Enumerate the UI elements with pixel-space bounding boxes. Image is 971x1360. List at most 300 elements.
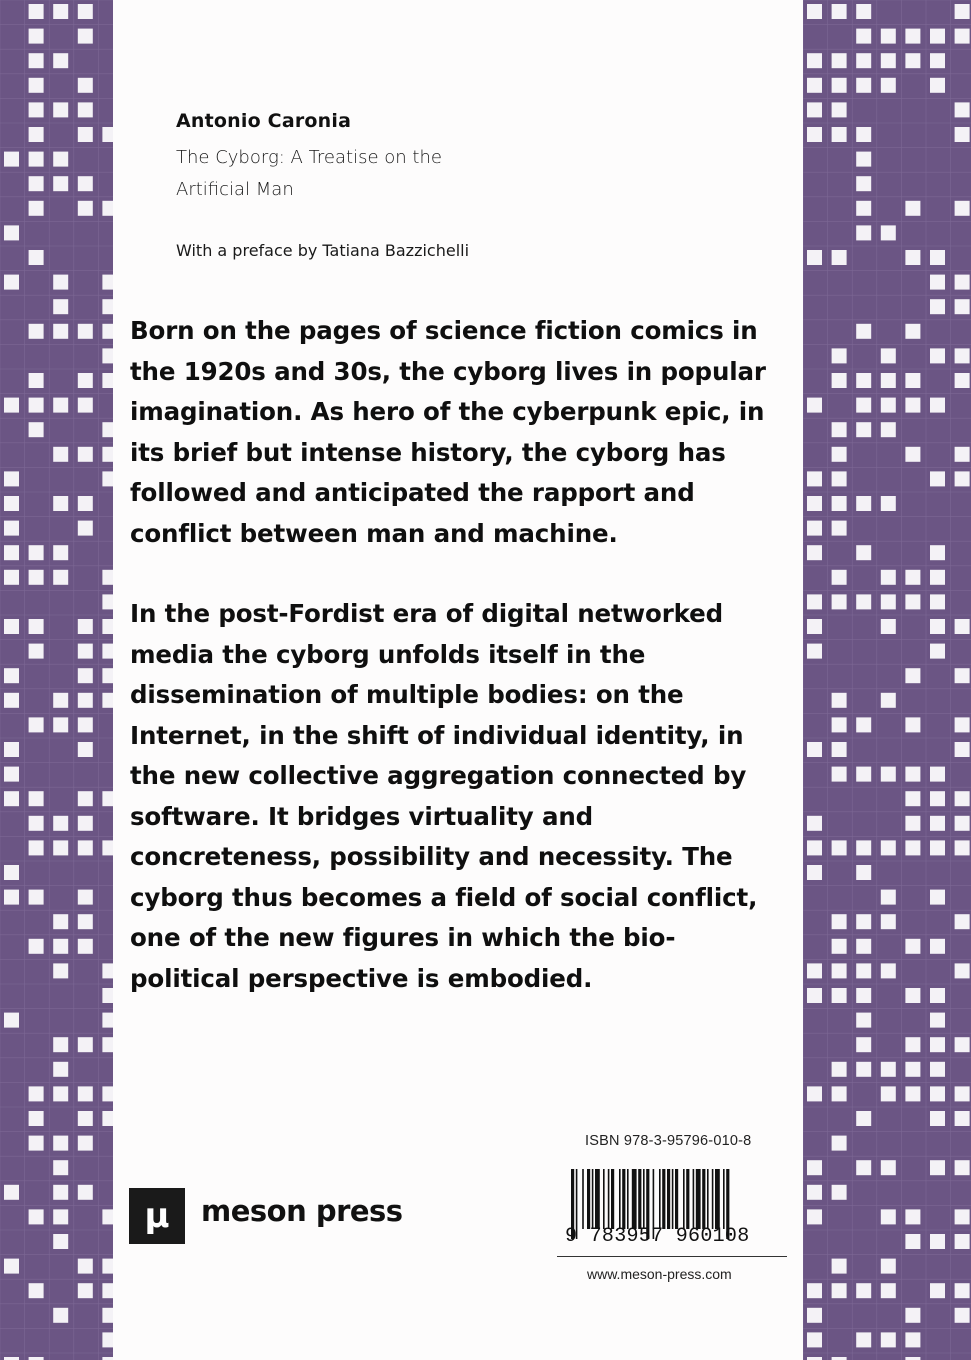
barcode-bar	[723, 1169, 725, 1229]
pattern-square	[955, 373, 970, 388]
pattern-square	[905, 53, 920, 68]
pattern-square	[930, 78, 945, 93]
pattern-square	[832, 471, 847, 486]
pattern-square	[102, 963, 113, 978]
pattern-square	[955, 299, 970, 314]
pattern-square	[29, 4, 44, 19]
pattern-square	[78, 791, 93, 806]
pattern-square	[832, 1259, 847, 1274]
pattern-square	[856, 127, 871, 142]
pattern-square	[29, 201, 44, 216]
pattern-square	[102, 348, 113, 363]
pattern-square	[881, 890, 896, 905]
pattern-square	[102, 1111, 113, 1126]
pattern-square	[102, 840, 113, 855]
pattern-square	[832, 127, 847, 142]
pattern-square	[955, 840, 970, 855]
pattern-square	[856, 963, 871, 978]
pattern-square	[807, 644, 822, 659]
pattern-square	[832, 496, 847, 511]
pattern-square	[807, 471, 822, 486]
pattern-square	[78, 4, 93, 19]
pattern-square	[29, 250, 44, 265]
pattern-square	[53, 939, 68, 954]
pattern-square	[53, 717, 68, 732]
pattern-square	[905, 668, 920, 683]
pattern-square	[53, 1136, 68, 1151]
pattern-square	[881, 373, 896, 388]
pattern-square	[905, 988, 920, 1003]
pattern-square	[78, 1037, 93, 1052]
barcode-bar	[627, 1169, 629, 1229]
pattern-square	[832, 521, 847, 536]
pattern-square	[832, 594, 847, 609]
pattern-square	[905, 791, 920, 806]
pattern-square	[955, 471, 970, 486]
pattern-square	[102, 471, 113, 486]
pattern-square	[930, 1062, 945, 1077]
pattern-square	[930, 53, 945, 68]
pattern-square	[856, 594, 871, 609]
pattern-square	[856, 201, 871, 216]
back-cover-page	[113, 0, 803, 1360]
pattern-square	[29, 176, 44, 191]
pattern-square	[102, 668, 113, 683]
pattern-square	[53, 963, 68, 978]
pattern-square	[955, 127, 970, 142]
pattern-square	[930, 1037, 945, 1052]
pattern-square	[29, 373, 44, 388]
pattern-square	[881, 348, 896, 363]
pattern-square	[78, 816, 93, 831]
pattern-square	[53, 1308, 68, 1323]
pattern-square	[78, 447, 93, 462]
pattern-square	[102, 1013, 113, 1028]
pattern-square	[4, 152, 19, 167]
pattern-square	[78, 644, 93, 659]
pattern-square	[53, 299, 68, 314]
pattern-square	[881, 1332, 896, 1347]
pattern-square	[78, 201, 93, 216]
pattern-square	[53, 545, 68, 560]
pattern-square	[930, 570, 945, 585]
pattern-square	[856, 78, 871, 93]
pattern-square	[832, 53, 847, 68]
pattern-square	[955, 963, 970, 978]
pattern-square	[832, 250, 847, 265]
pattern-square	[905, 1062, 920, 1077]
pattern-square	[856, 152, 871, 167]
barcode-bar	[702, 1169, 705, 1229]
pattern-square	[905, 939, 920, 954]
pattern-square	[856, 767, 871, 782]
pattern-square	[832, 1136, 847, 1151]
pattern-square	[102, 1037, 113, 1052]
pattern-square	[102, 299, 113, 314]
pattern-square	[78, 914, 93, 929]
pattern-square	[53, 398, 68, 413]
pattern-square	[832, 447, 847, 462]
pattern-square	[832, 1062, 847, 1077]
pattern-square	[4, 742, 19, 757]
pattern-square	[955, 742, 970, 757]
pattern-square	[881, 619, 896, 634]
pattern-square	[832, 767, 847, 782]
pattern-square	[78, 619, 93, 634]
pattern-square	[29, 890, 44, 905]
pattern-square	[78, 717, 93, 732]
pattern-square	[102, 988, 113, 1003]
pattern-square	[832, 1086, 847, 1101]
decorative-pattern-right	[803, 0, 971, 1360]
pattern-square	[102, 1332, 113, 1347]
pattern-square	[4, 496, 19, 511]
pattern-square	[4, 1259, 19, 1274]
pattern-square	[29, 717, 44, 732]
pattern-square	[78, 78, 93, 93]
pattern-square	[102, 422, 113, 437]
pattern-square	[856, 225, 871, 240]
pattern-square	[78, 398, 93, 413]
pattern-square	[102, 619, 113, 634]
pattern-square	[856, 914, 871, 929]
pattern-square	[4, 1185, 19, 1200]
pattern-square	[832, 1283, 847, 1298]
pattern-square	[955, 717, 970, 732]
pattern-square	[807, 1308, 822, 1323]
pattern-square	[102, 201, 113, 216]
pattern-square	[807, 1086, 822, 1101]
pattern-square	[856, 545, 871, 560]
pattern-square	[881, 570, 896, 585]
blurb-paragraph-2: In the post-Fordist era of digital networked media the cyborg unfolds itself in the dissemination of multiple bodies: on the Internet, in the shift of individual identity, in the new collective aggregation connected by software. It bridges virtuality and concreteness, possibility and necessity. The cyborg thus becomes a field of social conflict, one of the new figures in which the bio-political perspective is embodied.	[130, 599, 758, 993]
pattern-square	[78, 324, 93, 339]
pattern-square	[102, 594, 113, 609]
pattern-square	[53, 447, 68, 462]
pattern-square	[807, 1283, 822, 1298]
pattern-square	[905, 840, 920, 855]
pattern-square	[930, 1086, 945, 1101]
pattern-square	[930, 250, 945, 265]
pattern-square	[832, 78, 847, 93]
pattern-square	[807, 988, 822, 1003]
pattern-square	[102, 1209, 113, 1224]
pattern-square	[856, 422, 871, 437]
pattern-square	[53, 324, 68, 339]
pattern-square	[930, 29, 945, 44]
pattern-square	[78, 1185, 93, 1200]
pattern-square	[905, 816, 920, 831]
pattern-square	[856, 717, 871, 732]
barcode-bar	[582, 1169, 584, 1229]
pattern-square	[53, 176, 68, 191]
pattern-square	[102, 447, 113, 462]
pattern-square	[29, 1136, 44, 1151]
pattern-square	[102, 1259, 113, 1274]
barcode-bar	[595, 1169, 600, 1229]
pattern-square	[53, 1234, 68, 1249]
barcode-bar	[619, 1169, 621, 1229]
decorative-pattern-left	[0, 0, 113, 1360]
pattern-square	[856, 1037, 871, 1052]
pattern-square	[856, 496, 871, 511]
pattern-square	[856, 1283, 871, 1298]
pattern-square	[4, 545, 19, 560]
pattern-square	[930, 791, 945, 806]
pattern-square	[856, 1160, 871, 1175]
pattern-square	[78, 127, 93, 142]
pattern-square	[807, 4, 822, 19]
pattern-square	[905, 594, 920, 609]
pattern-square	[832, 717, 847, 732]
pattern-square	[78, 29, 93, 44]
pattern-square	[955, 1037, 970, 1052]
pattern-square	[4, 225, 19, 240]
divider-line	[557, 1256, 787, 1257]
pattern-square	[807, 963, 822, 978]
pattern-square	[78, 890, 93, 905]
pattern-square	[807, 619, 822, 634]
barcode-bar	[587, 1169, 590, 1229]
barcode-bar	[659, 1169, 661, 1229]
pattern-square	[29, 127, 44, 142]
pattern-square	[807, 840, 822, 855]
pattern-square	[78, 1136, 93, 1151]
pattern-square	[856, 939, 871, 954]
pattern-square	[4, 1013, 19, 1028]
pattern-square	[807, 594, 822, 609]
barcode-bar	[592, 1169, 594, 1229]
pattern-square	[905, 447, 920, 462]
barcode-bar	[638, 1169, 641, 1229]
pattern-square	[78, 840, 93, 855]
pattern-square	[930, 1234, 945, 1249]
pattern-square	[29, 939, 44, 954]
pattern-square	[29, 644, 44, 659]
pattern-square	[856, 176, 871, 191]
pattern-square	[53, 496, 68, 511]
author-name: Antonio Caronia	[176, 110, 352, 132]
pattern-square	[53, 1037, 68, 1052]
pattern-square	[955, 1111, 970, 1126]
pattern-square	[832, 373, 847, 388]
pattern-square	[4, 668, 19, 683]
pattern-square	[856, 865, 871, 880]
pattern-square	[807, 127, 822, 142]
pattern-square	[856, 4, 871, 19]
pattern-square	[856, 1332, 871, 1347]
pattern-square	[832, 570, 847, 585]
pattern-square	[807, 102, 822, 117]
pattern-square	[29, 545, 44, 560]
pattern-squares-left	[0, 0, 113, 1360]
pattern-square	[102, 693, 113, 708]
pattern-square	[807, 545, 822, 560]
barcode-digits: 9 783957 960108	[565, 1225, 750, 1248]
pattern-square	[53, 1160, 68, 1175]
pattern-square	[832, 840, 847, 855]
pattern-square	[881, 1259, 896, 1274]
pattern-square	[53, 570, 68, 585]
pattern-square	[807, 53, 822, 68]
pattern-square	[905, 1234, 920, 1249]
pattern-square	[53, 1086, 68, 1101]
pattern-square	[807, 816, 822, 831]
pattern-square	[881, 1062, 896, 1077]
pattern-square	[29, 324, 44, 339]
barcode-bar	[643, 1169, 645, 1229]
pattern-squares-right	[803, 0, 971, 1360]
pattern-square	[29, 1111, 44, 1126]
pattern-square	[955, 447, 970, 462]
pattern-square	[856, 373, 871, 388]
pattern-square	[881, 225, 896, 240]
barcode-bar	[672, 1169, 674, 1229]
publisher-name: meson press	[201, 1194, 403, 1228]
pattern-square	[78, 521, 93, 536]
pattern-square	[881, 78, 896, 93]
pattern-square	[4, 890, 19, 905]
pattern-square	[856, 1062, 871, 1077]
pattern-square	[29, 398, 44, 413]
pattern-square	[29, 570, 44, 585]
pattern-square	[832, 963, 847, 978]
pattern-square	[807, 1185, 822, 1200]
pattern-square	[102, 373, 113, 388]
pattern-square	[930, 299, 945, 314]
barcode-bar	[715, 1169, 720, 1229]
pattern-square	[78, 1259, 93, 1274]
pattern-square	[53, 275, 68, 290]
pattern-square	[807, 1160, 822, 1175]
pattern-square	[29, 1283, 44, 1298]
pattern-square	[881, 1086, 896, 1101]
pattern-square	[955, 348, 970, 363]
barcode-bar	[675, 1169, 678, 1229]
pattern-square	[905, 1037, 920, 1052]
pattern-square	[4, 865, 19, 880]
pattern-square	[807, 78, 822, 93]
pattern-square	[930, 1160, 945, 1175]
publisher-logo-icon: μ	[129, 1188, 185, 1244]
pattern-square	[53, 693, 68, 708]
pattern-square	[856, 324, 871, 339]
pattern-square	[807, 1209, 822, 1224]
pattern-square	[881, 963, 896, 978]
pattern-square	[955, 201, 970, 216]
pattern-square	[832, 939, 847, 954]
publisher-website: www.meson-press.com	[587, 1266, 732, 1282]
pattern-square	[29, 619, 44, 634]
pattern-square	[78, 1111, 93, 1126]
pattern-square	[29, 1209, 44, 1224]
pattern-square	[905, 324, 920, 339]
pattern-square	[881, 496, 896, 511]
pattern-square	[930, 1283, 945, 1298]
pattern-square	[955, 816, 970, 831]
pattern-square	[807, 398, 822, 413]
blurb-paragraph-1: Born on the pages of science fiction comics in the 1920s and 30s, the cyborg lives in popular imagination. As hero of the cyberpunk epic, in its brief but intense history, the cyborg has followed and anticipated the rapport and conflict between man and machine.	[130, 316, 766, 548]
pattern-square	[4, 693, 19, 708]
pattern-square	[856, 29, 871, 44]
pattern-square	[29, 152, 44, 167]
pattern-square	[955, 668, 970, 683]
pattern-square	[955, 275, 970, 290]
pattern-square	[930, 275, 945, 290]
pattern-square	[4, 767, 19, 782]
barcode-bar	[662, 1169, 665, 1229]
pattern-square	[4, 398, 19, 413]
pattern-square	[78, 102, 93, 117]
pattern-square	[930, 988, 945, 1003]
pattern-square	[905, 767, 920, 782]
pattern-square	[807, 1332, 822, 1347]
pattern-square	[78, 373, 93, 388]
pattern-square	[4, 471, 19, 486]
pattern-square	[53, 102, 68, 117]
pattern-square	[881, 693, 896, 708]
pattern-square	[53, 4, 68, 19]
pattern-square	[78, 1283, 93, 1298]
pattern-square	[78, 176, 93, 191]
pattern-square	[53, 1209, 68, 1224]
pattern-square	[881, 1160, 896, 1175]
pattern-square	[102, 1308, 113, 1323]
pattern-square	[881, 914, 896, 929]
pattern-square	[881, 398, 896, 413]
pattern-square	[832, 742, 847, 757]
pattern-square	[4, 619, 19, 634]
pattern-square	[102, 324, 113, 339]
pattern-square	[78, 668, 93, 683]
pattern-square	[930, 348, 945, 363]
pattern-square	[29, 791, 44, 806]
pattern-square	[102, 275, 113, 290]
pattern-square	[955, 1308, 970, 1323]
pattern-square	[955, 1234, 970, 1249]
pattern-square	[930, 1013, 945, 1028]
pattern-square	[53, 914, 68, 929]
pattern-square	[955, 1283, 970, 1298]
pattern-square	[881, 29, 896, 44]
barcode-bar	[632, 1169, 637, 1229]
pattern-square	[930, 939, 945, 954]
pattern-square	[955, 29, 970, 44]
barcode-bar	[667, 1169, 670, 1229]
pattern-square	[955, 914, 970, 929]
pattern-square	[955, 1209, 970, 1224]
pattern-square	[29, 840, 44, 855]
pattern-square	[53, 1185, 68, 1200]
pattern-square	[807, 521, 822, 536]
pattern-square	[905, 398, 920, 413]
pattern-square	[807, 865, 822, 880]
pattern-square	[4, 791, 19, 806]
pattern-square	[53, 152, 68, 167]
pattern-square	[832, 348, 847, 363]
pattern-square	[881, 1283, 896, 1298]
pattern-square	[856, 840, 871, 855]
pattern-square	[955, 1086, 970, 1101]
pattern-square	[807, 496, 822, 511]
pattern-square	[832, 1185, 847, 1200]
pattern-square	[53, 816, 68, 831]
pattern-square	[930, 1111, 945, 1126]
pattern-square	[930, 816, 945, 831]
pattern-square	[881, 840, 896, 855]
barcode-bar	[603, 1169, 605, 1229]
pattern-square	[930, 890, 945, 905]
